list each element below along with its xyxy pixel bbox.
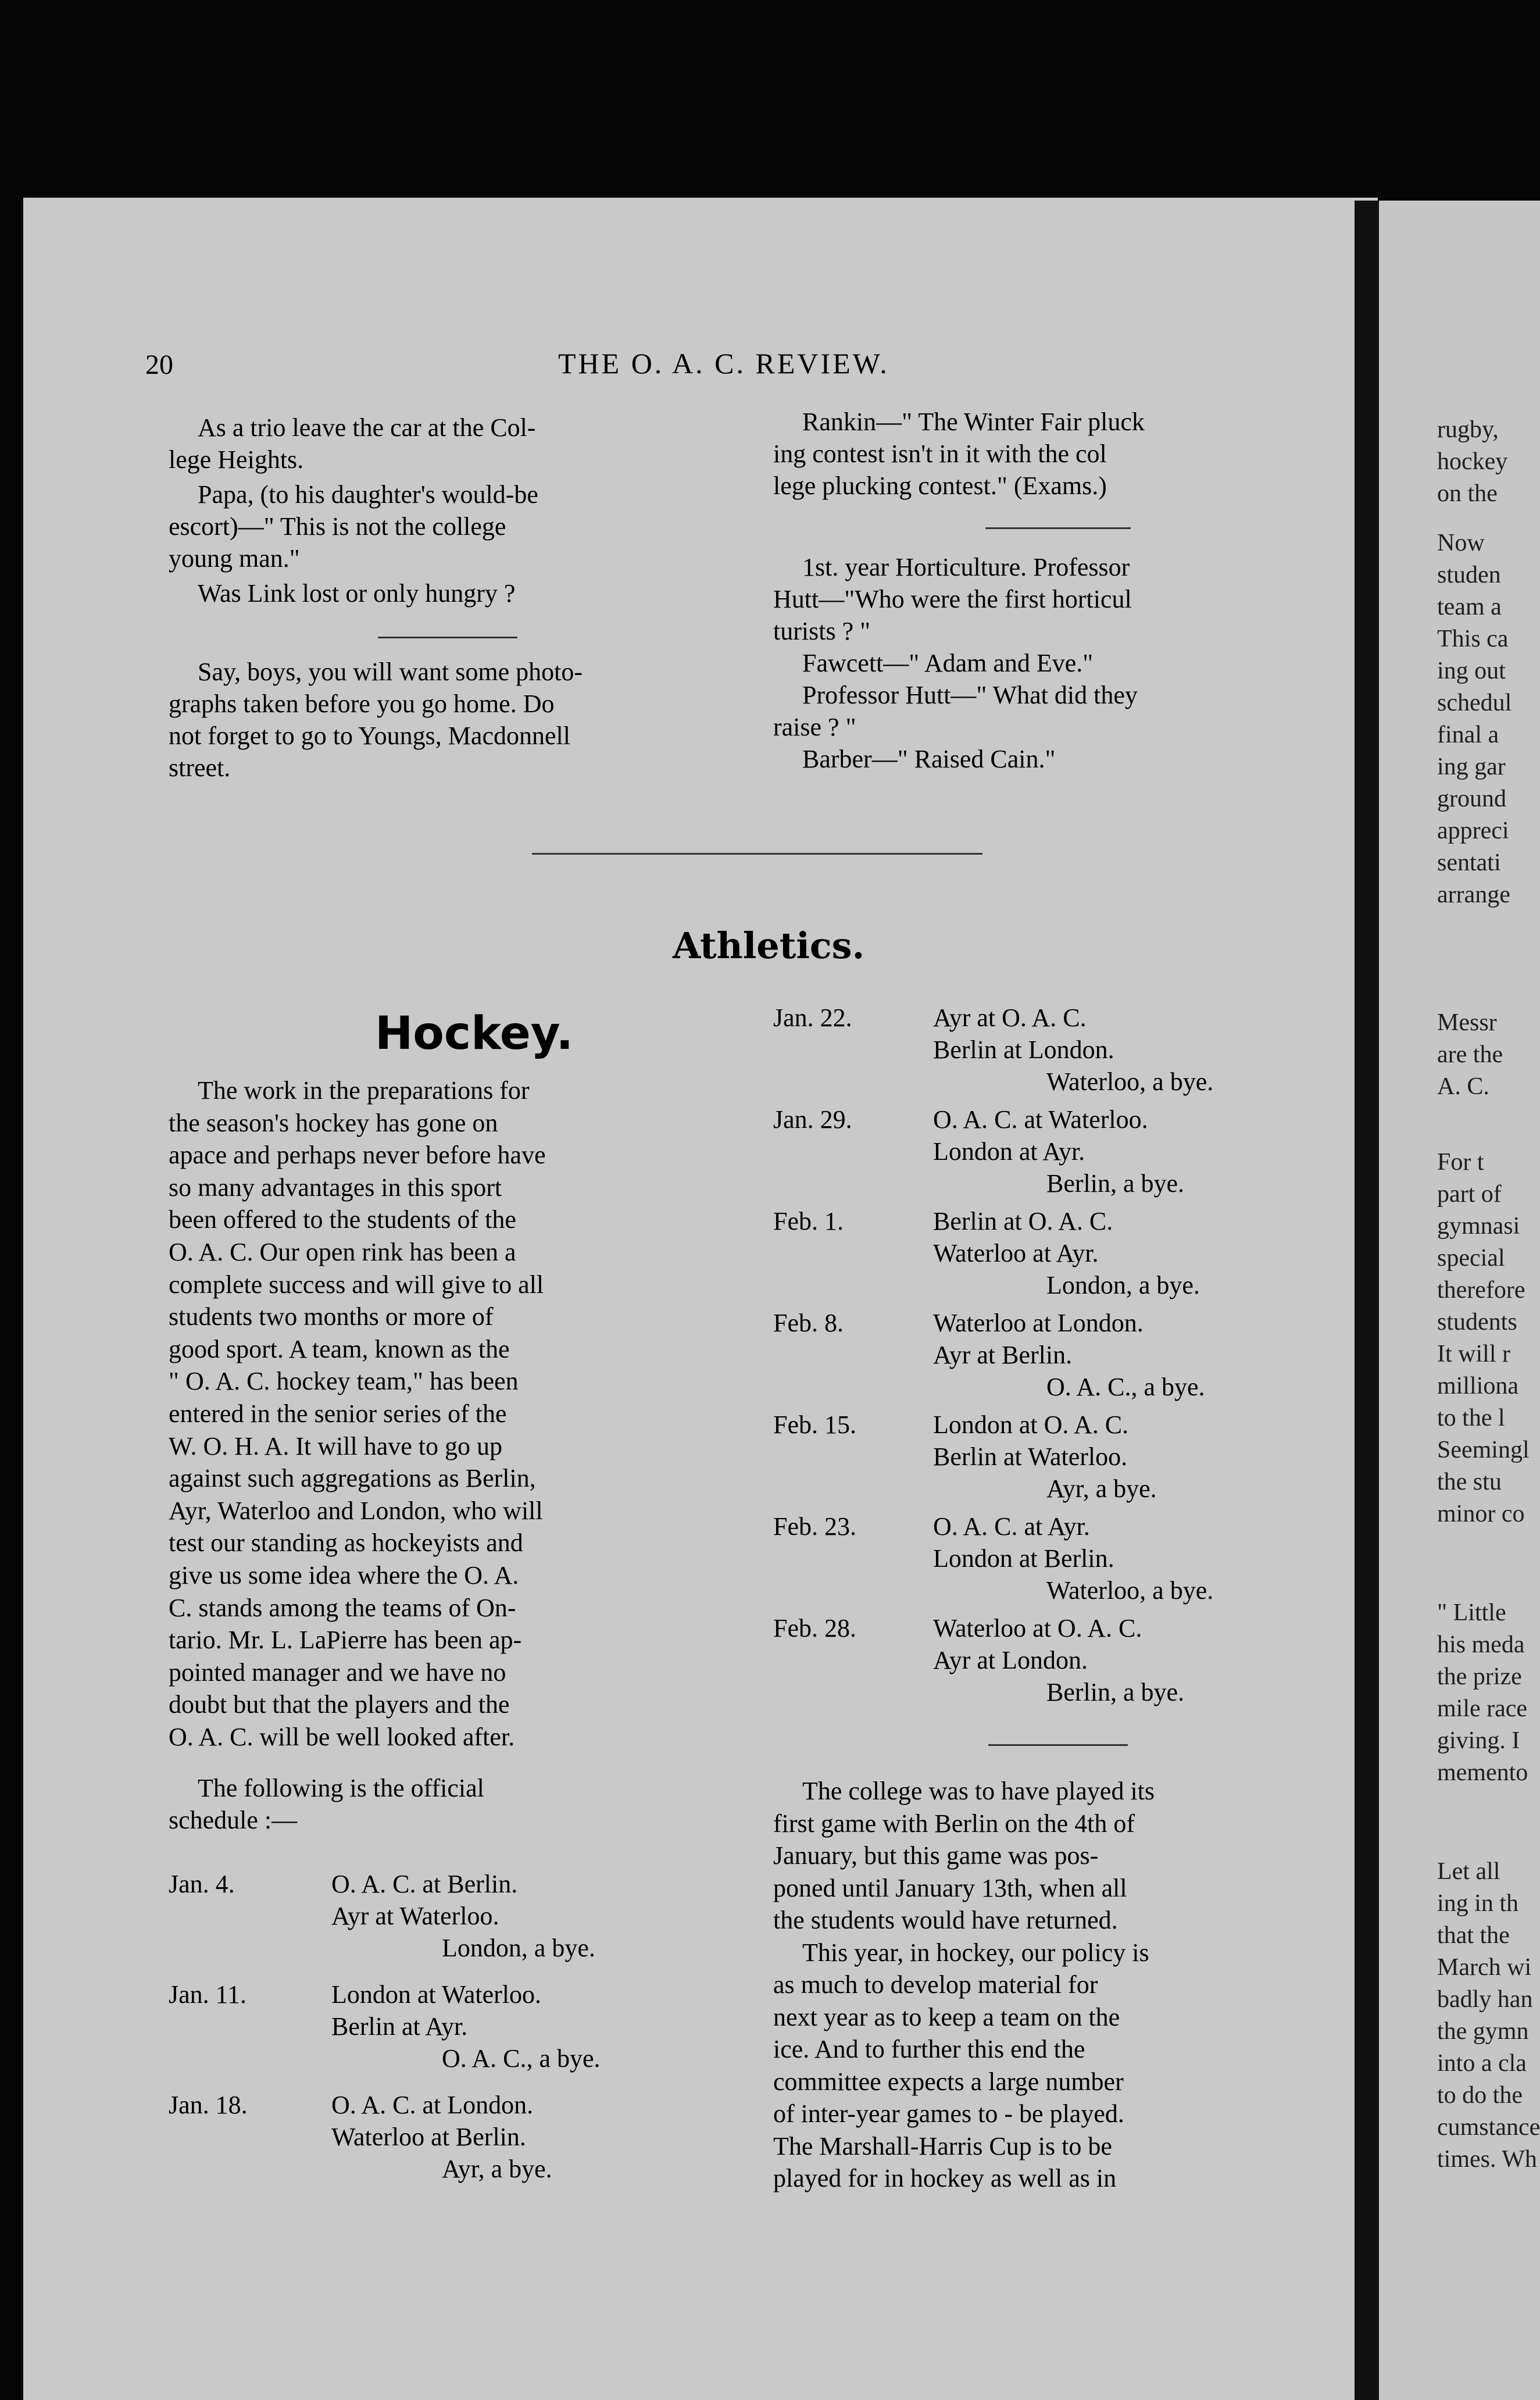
- next-page-fragment: memento: [1437, 1759, 1528, 1786]
- next-page-fragment: his meda: [1437, 1631, 1525, 1658]
- next-page-fragment: the stu: [1437, 1469, 1502, 1495]
- article-line: next year as to keep a team on the: [773, 2002, 1120, 2031]
- article-line: O. A. C. will be well looked after.: [169, 1723, 515, 1751]
- schedule-game: Waterloo at London.: [933, 1309, 1144, 1337]
- schedule-intro-line: The following is the official: [198, 1774, 484, 1802]
- article-line: O. A. C. Our open rink has been a: [169, 1238, 516, 1266]
- schedule-game: Ayr at Waterloo.: [331, 1902, 499, 1930]
- text-line: graphs taken before you go home. Do: [169, 690, 555, 718]
- article-line: of inter-year games to - be played.: [773, 2099, 1124, 2128]
- schedule-bye: Ayr, a bye.: [1046, 1474, 1157, 1503]
- article-line: poned until January 13th, when all: [773, 1873, 1127, 1902]
- next-page-fragment: giving. I: [1437, 1727, 1520, 1754]
- schedule-date: Jan. 29.: [773, 1105, 852, 1134]
- text-line: lege Heights.: [169, 445, 304, 474]
- next-page-fragment: A. C.: [1437, 1073, 1489, 1100]
- next-page-fragment: March wi: [1437, 1954, 1532, 1981]
- next-page-fragment: appreci: [1437, 817, 1509, 844]
- schedule-bye: London, a bye.: [1046, 1271, 1200, 1299]
- text-line: Papa, (to his daughter's would-be: [198, 480, 538, 509]
- short-divider: [378, 637, 517, 638]
- article-title: Hockey.: [375, 1008, 574, 1060]
- text-line: Hutt—"Who were the first horticul: [773, 585, 1132, 613]
- next-page-fragment: minor co: [1437, 1501, 1525, 1527]
- text-line: Rankin—" The Winter Fair pluck: [802, 408, 1145, 436]
- schedule-date: Feb. 23.: [773, 1512, 856, 1541]
- text-line: ing contest isn't in it with the col: [773, 440, 1107, 468]
- hockey-article-column: [169, 1076, 738, 2355]
- article-line: been offered to the students of the: [169, 1205, 516, 1234]
- next-page-fragment: studen: [1437, 562, 1501, 588]
- next-page-fragment: to do the: [1437, 2082, 1523, 2109]
- article-line: tario. Mr. L. LaPierre has been ap-: [169, 1626, 522, 1655]
- next-page-fragment: sentati: [1437, 849, 1501, 876]
- schedule-game: Waterloo at O. A. C.: [933, 1614, 1142, 1642]
- schedule-game: Waterloo at Berlin.: [331, 2123, 526, 2151]
- next-page-fragment: cumstance: [1437, 2114, 1540, 2141]
- page-number: 20: [145, 349, 173, 380]
- schedule-game: Berlin at O. A. C.: [933, 1207, 1113, 1235]
- schedule-game: London at Ayr.: [933, 1137, 1085, 1166]
- text-line: As a trio leave the car at the Col-: [198, 413, 536, 442]
- schedule-game: O. A. C. at London.: [331, 2091, 534, 2119]
- schedule-game: O. A. C. at Ayr.: [933, 1512, 1090, 1541]
- text-line: Professor Hutt—" What did they: [802, 681, 1138, 709]
- schedule-game: Ayr at O. A. C.: [933, 1003, 1087, 1032]
- schedule-bye: Berlin, a bye.: [1046, 1678, 1185, 1706]
- text-line: escort)—" This is not the college: [169, 512, 506, 541]
- article-line: complete success and will give to all: [169, 1270, 544, 1299]
- schedule-game: Berlin at London.: [933, 1035, 1114, 1064]
- next-page-fragment: the prize: [1437, 1663, 1522, 1690]
- schedule-game: London at O. A. C.: [933, 1410, 1129, 1439]
- next-page-fragment: mile race: [1437, 1695, 1528, 1722]
- schedule-game: Ayr at Berlin.: [933, 1341, 1073, 1369]
- schedule-game: Waterloo at Ayr.: [933, 1239, 1099, 1267]
- schedule-date: Feb. 15.: [773, 1410, 856, 1439]
- next-page-fragment: hockey: [1437, 448, 1508, 475]
- article-line: C. stands among the teams of On-: [169, 1593, 516, 1622]
- next-page-fragment: that the: [1437, 1922, 1510, 1949]
- schedule-game: London at Berlin.: [933, 1544, 1114, 1573]
- article-line: committee expects a large number: [773, 2067, 1124, 2096]
- text-line: Fawcett—" Adam and Eve.": [802, 649, 1094, 677]
- article-line: The college was to have played its: [802, 1777, 1155, 1805]
- text-line: Barber—" Raised Cain.": [802, 745, 1056, 773]
- next-page-fragment: are the: [1437, 1041, 1503, 1068]
- article-line: as much to develop material for: [773, 1970, 1098, 1999]
- article-line: first game with Berlin on the 4th of: [773, 1809, 1135, 1838]
- short-divider: [985, 527, 1131, 529]
- text-line: young man.": [169, 544, 300, 573]
- article-line: students two months or more of: [169, 1302, 494, 1331]
- article-line: so many advantages in this sport: [169, 1173, 502, 1202]
- next-page-fragment: on the: [1437, 480, 1498, 507]
- section-divider: [532, 853, 982, 855]
- next-page-fragment: ing in th: [1437, 1890, 1519, 1917]
- next-page-fragment: to the l: [1437, 1405, 1505, 1431]
- article-line: W. O. H. A. It will have to go up: [169, 1431, 502, 1460]
- article-line: pointed manager and we have no: [169, 1658, 506, 1687]
- schedule-game: London at Waterloo.: [331, 1980, 542, 2009]
- jokes-column-right: [773, 407, 1343, 785]
- short-divider: [988, 1744, 1128, 1746]
- schedule-bye: Ayr, a bye.: [442, 2155, 552, 2183]
- next-page-fragment: " Little: [1437, 1599, 1506, 1626]
- next-page-fragment: the gymn: [1437, 2018, 1529, 2045]
- next-page-fragment: milliona: [1437, 1373, 1518, 1399]
- article-line: ice. And to further this end the: [773, 2035, 1085, 2063]
- next-page-fragment: students: [1437, 1309, 1517, 1335]
- article-line: give us some idea where the O. A.: [169, 1561, 519, 1590]
- schedule-game: Berlin at Waterloo.: [933, 1442, 1128, 1471]
- schedule-intro-line: schedule :—: [169, 1806, 298, 1834]
- next-page-fragment: part of: [1437, 1181, 1502, 1208]
- text-line: street.: [169, 753, 231, 782]
- article-line: apace and perhaps never before have: [169, 1141, 546, 1170]
- text-line: Say, boys, you will want some photo-: [198, 658, 583, 686]
- next-page-edge: [1379, 201, 1540, 2400]
- text-line: 1st. year Horticulture. Professor: [802, 553, 1130, 581]
- article-line: doubt but that the players and the: [169, 1690, 510, 1719]
- next-page-fragment: final a: [1437, 722, 1499, 748]
- next-page-fragment: ground: [1437, 785, 1506, 812]
- next-page-fragment: Now: [1437, 530, 1485, 556]
- article-line: played for in hockey as well as in: [773, 2164, 1117, 2192]
- next-page-fragment: For t: [1437, 1149, 1484, 1176]
- next-page-fragment: gymnasi: [1437, 1213, 1520, 1240]
- text-line: Was Link lost or only hungry ?: [198, 579, 516, 608]
- jokes-column-left: [169, 413, 733, 797]
- schedule-bye: O. A. C., a bye.: [1046, 1373, 1205, 1401]
- schedule-game: O. A. C. at Berlin.: [331, 1870, 518, 1898]
- schedule-game: Berlin at Ayr.: [331, 2012, 468, 2041]
- article-line: Ayr, Waterloo and London, who will: [169, 1496, 543, 1525]
- article-line: test our standing as hockeyists and: [169, 1528, 523, 1558]
- article-line: good sport. A team, known as the: [169, 1334, 510, 1363]
- article-line: The work in the preparations for: [198, 1076, 530, 1105]
- article-line: the students would have returned.: [773, 1906, 1118, 1934]
- schedule-date: Jan. 18.: [169, 2091, 248, 2119]
- next-page-fragment: Messr: [1437, 1009, 1497, 1036]
- next-page-fragment: Seemingl: [1437, 1437, 1530, 1463]
- next-page-fragment: ing gar: [1437, 753, 1506, 780]
- text-line: turists ? ": [773, 617, 871, 645]
- next-page-fragment: into a cla: [1437, 2050, 1527, 2077]
- schedule-date: Feb. 1.: [773, 1207, 844, 1235]
- article-line: the season's hockey has gone on: [169, 1108, 498, 1137]
- article-line: January, but this game was pos-: [773, 1841, 1099, 1870]
- next-page-fragment: badly han: [1437, 1986, 1533, 2013]
- next-page-fragment: Let all: [1437, 1858, 1500, 1885]
- text-line: raise ? ": [773, 713, 856, 741]
- text-line: lege plucking contest." (Exams.): [773, 472, 1107, 500]
- schedule-game: Ayr at London.: [933, 1646, 1088, 1674]
- schedule-bye: O. A. C., a bye.: [442, 2044, 601, 2073]
- article-line: against such aggregations as Berlin,: [169, 1464, 536, 1493]
- schedule-date: Jan. 22.: [773, 1003, 852, 1032]
- book-spine: [1355, 201, 1379, 2400]
- next-page-fragment: arrange: [1437, 881, 1510, 908]
- next-page-fragment: This ca: [1437, 626, 1509, 652]
- next-page-fragment: rugby,: [1437, 416, 1499, 443]
- schedule-bye: Waterloo, a bye.: [1046, 1067, 1214, 1096]
- next-page-fragment: schedul: [1437, 690, 1512, 716]
- section-title: Athletics.: [673, 924, 865, 967]
- article-line: This year, in hockey, our policy is: [802, 1938, 1149, 1967]
- next-page-fragment: special: [1437, 1245, 1505, 1272]
- text-line: not forget to go to Youngs, Macdonnell: [169, 722, 570, 750]
- running-header: THE O. A. C. REVIEW.: [558, 347, 889, 380]
- next-page-fragment: team a: [1437, 594, 1502, 620]
- schedule-date: Feb. 28.: [773, 1614, 856, 1642]
- schedule-game: O. A. C. at Waterloo.: [933, 1105, 1148, 1134]
- article-line: The Marshall-Harris Cup is to be: [773, 2131, 1112, 2160]
- schedule-bye: London, a bye.: [442, 1934, 595, 1962]
- schedule-date: Jan. 11.: [169, 1980, 247, 2009]
- schedule-date: Jan. 4.: [169, 1870, 235, 1898]
- schedule-bye: Berlin, a bye.: [1046, 1169, 1185, 1198]
- article-line: " O. A. C. hockey team," has been: [169, 1367, 519, 1396]
- article-line: entered in the senior series of the: [169, 1399, 507, 1428]
- schedule-date: Feb. 8.: [773, 1309, 844, 1337]
- next-page-fragment: ing out: [1437, 658, 1506, 684]
- next-page-fragment: It will r: [1437, 1341, 1510, 1367]
- schedule-column-right: [773, 1003, 1343, 2352]
- next-page-fragment: therefore: [1437, 1277, 1525, 1303]
- schedule-bye: Waterloo, a bye.: [1046, 1576, 1214, 1605]
- next-page-fragment: times. Wh: [1437, 2146, 1537, 2173]
